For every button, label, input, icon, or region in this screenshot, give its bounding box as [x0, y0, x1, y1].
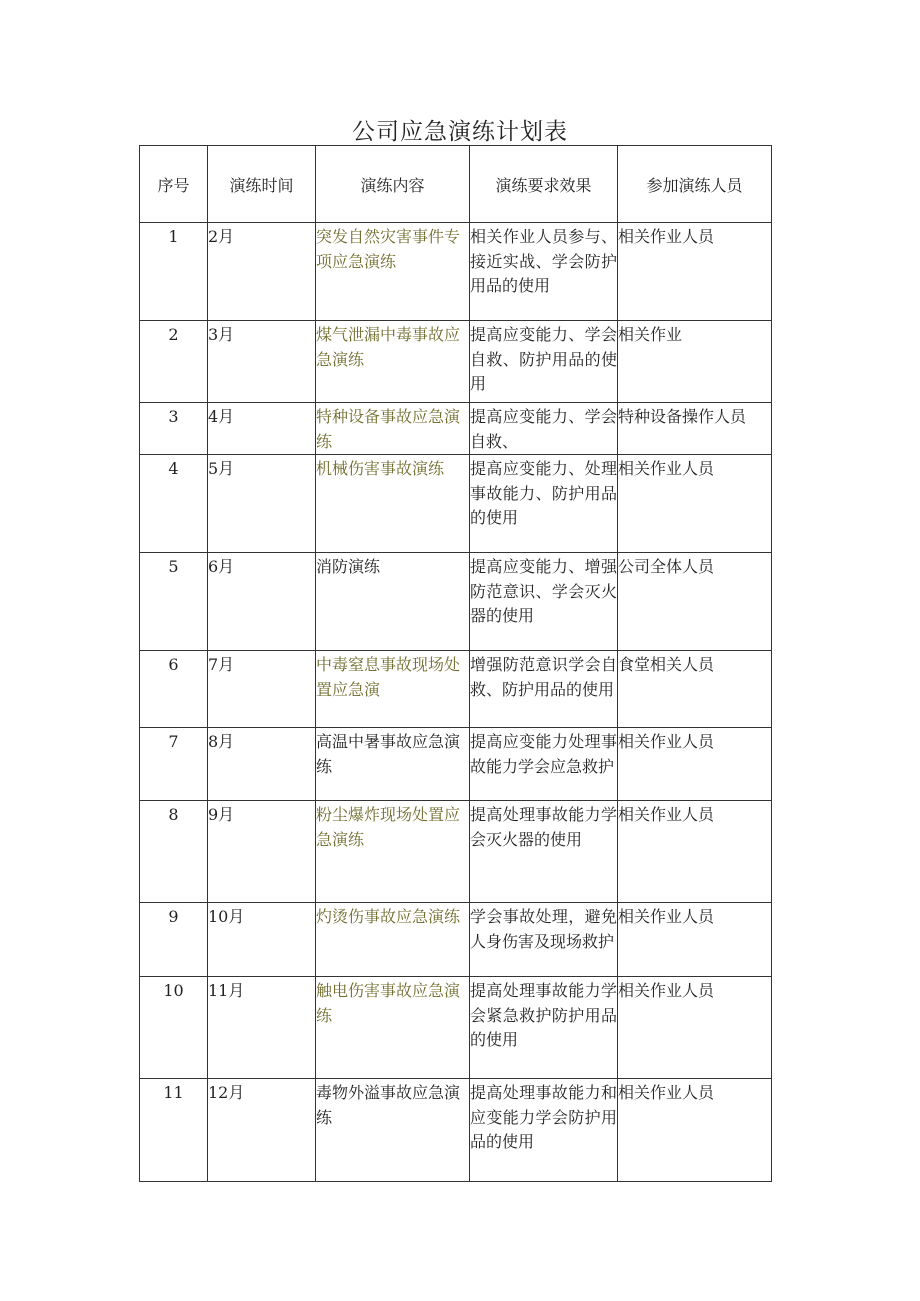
row-people: 特种设备操作人员 [618, 403, 772, 455]
row-people: 相关作业 [618, 321, 772, 403]
row-seq: 10 [140, 977, 208, 1079]
row-time: 8月 [208, 728, 316, 801]
row-time: 5月 [208, 455, 316, 553]
row-time: 12月 [208, 1079, 316, 1182]
header-content: 演练内容 [316, 146, 470, 223]
row-people: 相关作业人员 [618, 223, 772, 321]
row-seq: 1 [140, 223, 208, 321]
row-content: 灼烫伤事故应急演练 [316, 903, 470, 977]
row-people: 相关作业人员 [618, 801, 772, 903]
row-effect: 学会事故处理，避免人身伤害及现场救护 [470, 903, 618, 977]
row-effect: 增强防范意识学会自救、防护用品的使用 [470, 651, 618, 728]
table-row [140, 455, 772, 553]
row-people: 相关作业人员 [618, 903, 772, 977]
row-people: 相关作业人员 [618, 728, 772, 801]
table-row [140, 903, 772, 977]
row-content: 高温中暑事故应急演练 [316, 728, 470, 801]
page-title: 公司应急演练计划表 [352, 119, 568, 145]
row-people: 相关作业人员 [618, 1079, 772, 1182]
table-row [140, 403, 772, 455]
table-row [140, 321, 772, 403]
row-effect: 提高应变能力、学会自救、防护用品的使用 [470, 321, 618, 403]
row-content: 机械伤害事故演练 [316, 455, 470, 553]
row-time: 9月 [208, 801, 316, 903]
table-row [140, 651, 772, 728]
row-content: 特种设备事故应急演练 [316, 403, 470, 455]
row-content: 中毒窒息事故现场处置应急演 [316, 651, 470, 728]
row-content: 突发自然灾害事件专项应急演练 [316, 223, 470, 321]
row-effect: 提高处理事故能力学会灭火器的使用 [470, 801, 618, 903]
table-row [140, 728, 772, 801]
row-seq: 11 [140, 1079, 208, 1182]
row-people: 相关作业人员 [618, 455, 772, 553]
row-people: 公司全体人员 [618, 553, 772, 651]
row-content: 煤气泄漏中毒事故应急演练 [316, 321, 470, 403]
row-people: 食堂相关人员 [618, 651, 772, 728]
row-seq: 9 [140, 903, 208, 977]
row-time: 4月 [208, 403, 316, 455]
row-seq: 7 [140, 728, 208, 801]
header-time: 演练时间 [208, 146, 316, 223]
row-seq: 8 [140, 801, 208, 903]
row-effect: 提高应变能力、处理事故能力、防护用品的使用 [470, 455, 618, 553]
row-seq: 2 [140, 321, 208, 403]
row-time: 6月 [208, 553, 316, 651]
row-people: 相关作业人员 [618, 977, 772, 1079]
row-time: 2月 [208, 223, 316, 321]
row-effect: 提高应变能力、增强防范意识、学会灭火器的使用 [470, 553, 618, 651]
row-effect: 提高处理事故能力学会紧急救护防护用品的使用 [470, 977, 618, 1079]
row-effect: 提高应变能力处理事故能力学会应急救护 [470, 728, 618, 801]
row-time: 3月 [208, 321, 316, 403]
drill-plan-table [139, 145, 772, 1182]
header-effect: 演练要求效果 [470, 146, 618, 223]
row-seq: 5 [140, 553, 208, 651]
row-effect: 提高应变能力、学会自救、 [470, 403, 618, 455]
row-content: 粉尘爆炸现场处置应急演练 [316, 801, 470, 903]
row-seq: 4 [140, 455, 208, 553]
row-seq: 3 [140, 403, 208, 455]
row-content: 消防演练 [316, 553, 470, 651]
table-row [140, 801, 772, 903]
table-row [140, 1079, 772, 1182]
row-time: 7月 [208, 651, 316, 728]
row-effect: 提高处理事故能力和应变能力学会防护用品的使用 [470, 1079, 618, 1182]
row-time: 11月 [208, 977, 316, 1079]
row-effect: 相关作业人员参与、接近实战、学会防护用品的使用 [470, 223, 618, 321]
header-people: 参加演练人员 [618, 146, 772, 223]
row-content: 毒物外溢事故应急演练 [316, 1079, 470, 1182]
table-row [140, 553, 772, 651]
row-seq: 6 [140, 651, 208, 728]
row-time: 10月 [208, 903, 316, 977]
table-row [140, 223, 772, 321]
header-seq: 序号 [140, 146, 208, 223]
row-content: 触电伤害事故应急演练 [316, 977, 470, 1079]
table-row [140, 977, 772, 1079]
table-header-row [140, 146, 772, 223]
